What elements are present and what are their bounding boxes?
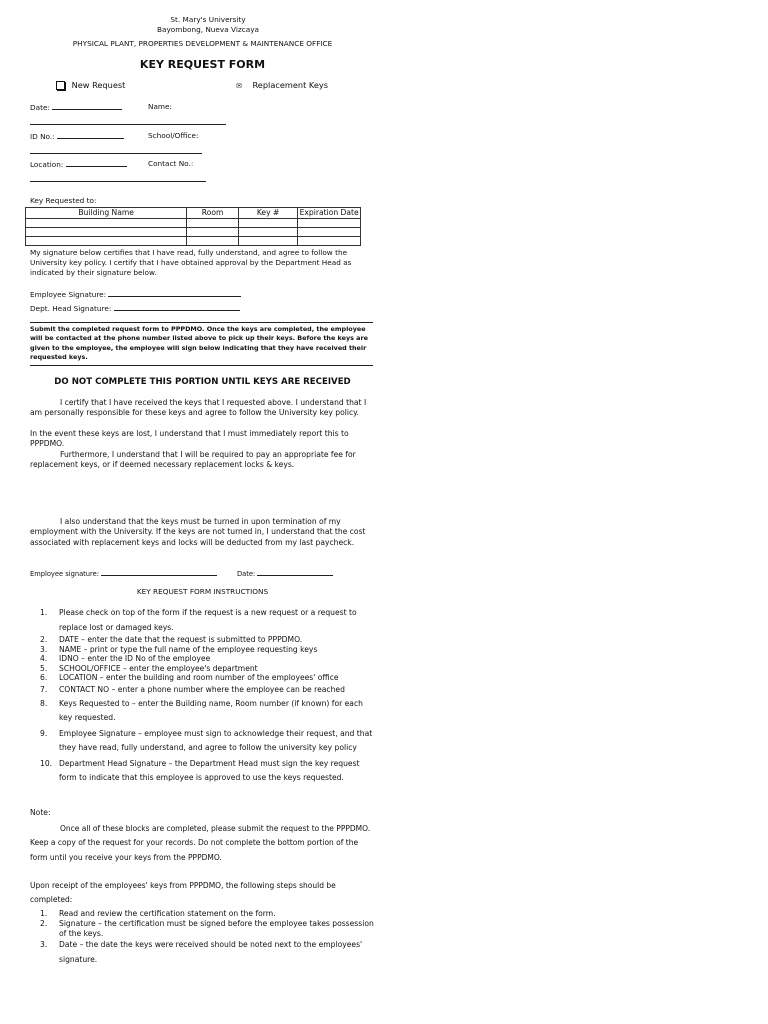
dept-head-signature-field[interactable] — [30, 303, 240, 313]
cell-expiration[interactable] — [298, 227, 361, 236]
employee-signature-line[interactable] — [108, 289, 241, 297]
instructions-title: KEY REQUEST FORM INSTRUCTIONS — [136, 587, 269, 596]
list-item — [30, 938, 375, 967]
university-name: St. Mary's University — [170, 15, 246, 24]
item-text: LOCATION – enter the building and room number of the employees' office — [59, 673, 339, 683]
column-room: Room — [187, 208, 239, 219]
school-office-label: School/Office: — [148, 131, 199, 140]
list-item — [30, 654, 375, 664]
list-item — [30, 727, 375, 755]
item-number: 1. — [40, 909, 48, 918]
date-line[interactable] — [52, 102, 122, 110]
form-title: KEY REQUEST FORM — [139, 58, 266, 71]
item-text: NAME – print or type the full name of the employee requesting keys — [59, 644, 318, 654]
column-building-name: Building Name — [26, 208, 187, 219]
divider-line — [30, 322, 373, 323]
item-number: 6. — [40, 673, 48, 683]
location-line[interactable] — [66, 159, 127, 167]
receipt-paragraph-4: I also understand that the keys must be turned in upon termination of my employment with the University. If the keys are not turned in, I understand that the cost associated with replacement keys and locks will be deducted from my last paycheck. — [30, 517, 366, 547]
final-employee-signature-field[interactable] — [30, 568, 217, 578]
table-row — [26, 236, 361, 245]
dept-head-signature-label: Dept. Head Signature: — [30, 304, 112, 313]
list-item — [30, 757, 375, 785]
cell-key[interactable] — [238, 227, 297, 236]
list-item — [30, 635, 375, 645]
item-number: 9. — [40, 728, 48, 738]
name-line[interactable] — [30, 124, 226, 125]
item-text: CONTACT NO – enter a phone number where the employee can be reached — [59, 684, 345, 694]
item-number: 2. — [40, 635, 48, 644]
list-item — [30, 664, 375, 674]
item-text: Read and review the certification statement on the form. — [59, 909, 276, 918]
item-number: 8. — [40, 698, 48, 708]
submit-note: Submit the completed request form to PPPDMO. Once the keys are completed, the employee will be contacted at the phone number listed above to pick up their keys. Before the keys are given to the employee, the employee will sign below indicating that they have received their requested keys. — [30, 325, 368, 362]
name-label: Name: — [148, 102, 172, 111]
do-not-complete-heading: DO NOT COMPLETE THIS PORTION UNTIL KEYS ARE RECEIVED — [54, 377, 351, 387]
item-text: SCHOOL/OFFICE – enter the employee's department — [59, 663, 258, 673]
item-text: IDNO – enter the ID No of the employee — [59, 654, 211, 664]
final-employee-signature-label: Employee signature: — [30, 570, 100, 578]
item-text: DATE – enter the date that the request is submitted to PPPDMO. — [59, 635, 303, 644]
item-number: 3. — [40, 644, 48, 654]
final-date-line[interactable] — [257, 568, 333, 576]
receipt-steps-intro: Upon receipt of the employees' keys from PPPDMO, the following steps should be completed: — [30, 881, 336, 905]
item-number: 5. — [40, 663, 48, 673]
cell-room[interactable] — [187, 218, 239, 227]
cell-expiration[interactable] — [298, 218, 361, 227]
item-number: 10. — [40, 758, 53, 768]
cell-expiration[interactable] — [298, 236, 361, 245]
contact-label: Contact No.: — [148, 159, 194, 168]
receipt-paragraph-2: In the event these keys are lost, I understand that I must immediately report this to PPPDMO. — [30, 429, 349, 449]
instructions-list — [30, 606, 375, 785]
item-number: 4. — [40, 654, 48, 664]
list-item — [30, 673, 375, 683]
item-text: Please check on top of the form if the request is a new request or a request to replace lost or damaged keys. — [59, 608, 357, 632]
certify-statement: My signature below certifies that I have read, fully understand, and agree to follow the University key policy. I certify that I have obtained approval by the Department Head as indicated by their signature below. — [30, 248, 352, 277]
final-employee-signature-line[interactable] — [101, 568, 217, 576]
item-number: 7. — [40, 684, 48, 694]
school-office-field[interactable] — [148, 131, 198, 140]
dept-head-signature-line[interactable] — [114, 303, 240, 311]
item-text: Department Head Signature – the Department Head must sign the key request form to indicate that this employee is approved to use the keys requested. — [59, 758, 360, 782]
list-item — [30, 909, 375, 919]
office-name: PHYSICAL PLANT, PROPERTIES DEVELOPMENT & MAINTENANCE OFFICE — [72, 39, 333, 48]
new-request-option[interactable] — [56, 80, 125, 90]
contact-field[interactable] — [148, 159, 193, 168]
school-office-line[interactable] — [30, 153, 202, 154]
table-row — [26, 227, 361, 236]
envelope-checkbox-icon[interactable]: ✉ — [236, 82, 242, 90]
cell-key[interactable] — [238, 236, 297, 245]
item-number: 3. — [40, 940, 48, 950]
university-location: Bayombong, Nueva Vizcaya — [156, 25, 259, 34]
list-item — [30, 606, 375, 635]
cell-building[interactable] — [26, 218, 187, 227]
divider-line — [30, 365, 373, 366]
date-field[interactable] — [30, 102, 122, 112]
receipt-paragraph-1: I certify that I have received the keys that I requested above. I understand that I am personally responsible for these keys and agree to follow the University key policy. — [30, 398, 367, 418]
employee-signature-field[interactable] — [30, 289, 241, 299]
list-item — [30, 645, 375, 655]
keys-requested-table — [25, 207, 361, 246]
cell-room[interactable] — [187, 227, 239, 236]
item-text: Keys Requested to – enter the Building name, Room number (if known) for each key requested. — [59, 698, 363, 722]
receipt-steps-list — [30, 909, 375, 967]
keys-table-caption: Key Requested to: — [30, 196, 97, 205]
final-date-field[interactable] — [237, 568, 333, 578]
list-item — [30, 697, 375, 725]
final-date-label: Date: — [237, 570, 256, 578]
cell-building[interactable] — [26, 236, 187, 245]
contact-line[interactable] — [30, 181, 206, 182]
item-text: Signature – the certification must be signed before the employee takes possession of the keys. — [59, 918, 374, 938]
receipt-paragraph-3: Furthermore, I understand that I will be required to pay an appropriate fee for replacement keys, or if deemed necessary replacement locks & keys. — [30, 450, 356, 470]
note-text: Once all of these blocks are completed, please submit the request to the PPPDMO. Keep a copy of the request for your records. Do not complete the bottom portion of the form until you receive your keys from the PPPDMO. — [30, 824, 371, 862]
location-label: Location: — [30, 160, 64, 169]
item-number: 2. — [40, 918, 48, 928]
employee-signature-label: Employee Signature: — [30, 290, 107, 299]
id-line[interactable] — [57, 131, 124, 139]
table-row — [26, 218, 361, 227]
item-text: Date – the date the keys were received should be noted next to the employees' signature. — [59, 940, 363, 964]
cell-room[interactable] — [187, 236, 239, 245]
item-text: Employee Signature – employee must sign to acknowledge their request, and that they have read, fully understand, and agree to follow the university key policy — [59, 728, 373, 752]
note-label: Note: — [30, 808, 51, 817]
cell-building[interactable] — [26, 227, 187, 236]
list-item — [30, 683, 375, 696]
list-item — [30, 919, 375, 939]
date-label: Date: — [30, 103, 50, 112]
replacement-keys-label: Replacement Keys — [252, 80, 328, 90]
column-key-number: Key # — [238, 208, 297, 219]
column-expiration-date: Expiration Date — [299, 208, 359, 217]
name-field[interactable] — [148, 102, 172, 111]
replacement-keys-option[interactable] — [236, 80, 328, 90]
cell-key[interactable] — [238, 218, 297, 227]
new-request-checkbox[interactable] — [56, 81, 65, 90]
new-request-label: New Request — [71, 80, 126, 90]
item-number: 1. — [40, 608, 48, 617]
id-label: ID No.: — [30, 132, 55, 141]
id-field[interactable] — [30, 131, 124, 141]
location-field[interactable] — [30, 159, 127, 169]
